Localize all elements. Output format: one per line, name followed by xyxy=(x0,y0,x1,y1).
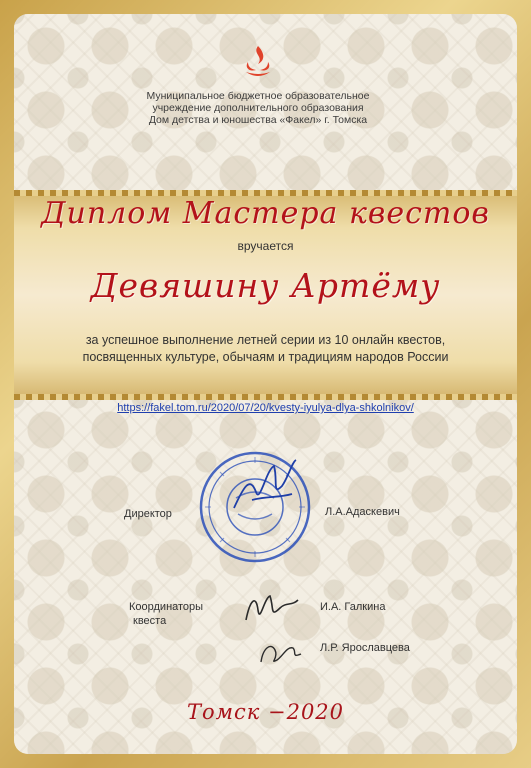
reason-line-2: посвященных культуре, обычаям и традициям народов России xyxy=(82,350,449,364)
torch-flame-logo-icon xyxy=(238,42,278,82)
org-line-1: Муниципальное бюджетное образовательное xyxy=(146,90,370,102)
org-line-2: учреждение дополнительного образования xyxy=(152,102,364,114)
coordinators-label xyxy=(129,600,203,628)
director-signature xyxy=(226,456,306,526)
coordinators-label-line-1: Координаторы xyxy=(129,601,204,613)
director-label: Директор xyxy=(124,508,172,520)
coordinator1-name: И.А. Галкина xyxy=(320,601,386,613)
awarded-text: вручается xyxy=(237,239,294,253)
recipient-name: Девяшину Артёму xyxy=(90,266,441,305)
org-line-3: Дом детства и юношества «Факел» г. Томска xyxy=(148,114,368,126)
coordinator2-name: Л.Р. Ярославцева xyxy=(320,642,410,654)
award-reason xyxy=(20,332,511,366)
reason-line-1: за успешное выполнение летней серии из 10 онлайн квестов, xyxy=(85,333,446,347)
coordinators-label-line-2: квеста xyxy=(133,615,167,627)
quest-link[interactable]: https://fakel.tom.ru/2020/07/20/kvesty-iyulya-dlya-shkolnikov/ xyxy=(117,402,414,414)
organization-name xyxy=(100,90,416,126)
diploma-title: Диплом Мастера квестов xyxy=(41,196,490,231)
place-year: Томск −2020 xyxy=(186,700,345,724)
director-name: Л.А.Адаскевич xyxy=(325,506,400,518)
coordinator1-signature xyxy=(240,590,302,626)
coordinator2-signature xyxy=(255,638,307,668)
